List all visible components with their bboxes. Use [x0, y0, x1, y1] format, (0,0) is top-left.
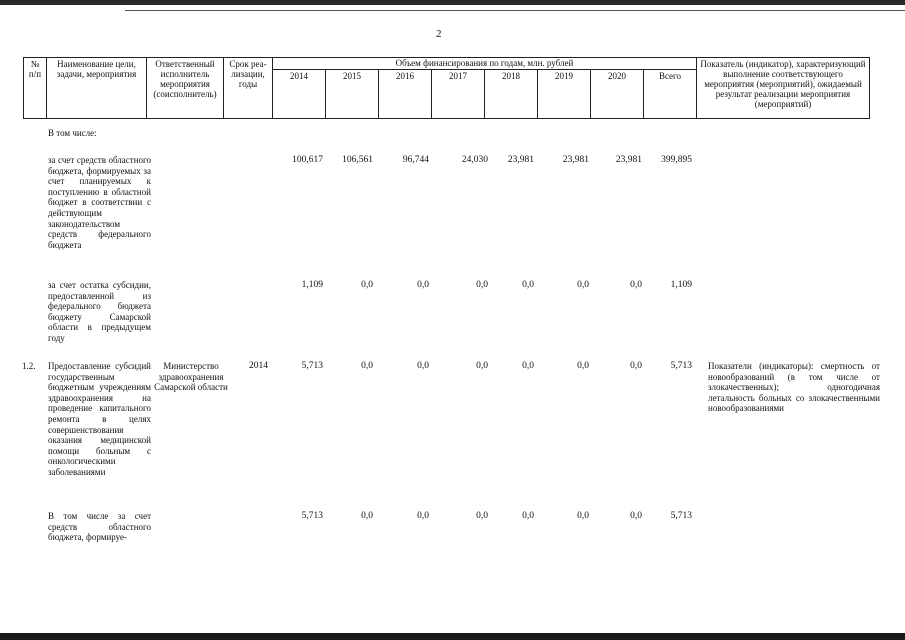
header-year: 2018 [485, 70, 538, 119]
row-value: 0,0 [476, 280, 488, 290]
row-value: 23,981 [615, 155, 642, 165]
row-name: за счет остатка субсидии, предоставленной из федерального бюджета бюджету Самарской области в предыдущем году [48, 280, 151, 343]
row-value: 100,617 [292, 155, 323, 165]
top-border-line [0, 0, 905, 5]
header-col-term: Срок реа-лизации, годы [224, 58, 273, 119]
row-number: 1.2. [22, 361, 36, 371]
row-indicator: Показатели (индикаторы): смертность от новообразований (в том числе от злокачественных); одногодичная летальность больных со злокачественными новообразованиями [708, 361, 880, 414]
row-value: 0,0 [522, 280, 534, 290]
row-responsible: Министерство здравоохранения Самарской области [154, 361, 228, 393]
row-subtitle: В том числе: [48, 128, 97, 138]
row-total: 5,713 [670, 511, 692, 521]
header-col-indicator: Показатель (индикатор), характеризующий выполнение соответствующего мероприятия (мероприятий), ожидаемый результат реализации мероприятия (мероприятий) [697, 58, 870, 119]
row-value: 0,0 [417, 280, 429, 290]
row-value: 0,0 [630, 361, 642, 371]
top-thin-line [125, 10, 905, 11]
row-value: 0,0 [522, 361, 534, 371]
bottom-border-line [0, 633, 905, 640]
row-value: 0,0 [630, 280, 642, 290]
row-value: 106,561 [342, 155, 373, 165]
row-value: 0,0 [361, 511, 373, 521]
row-value: 0,0 [361, 280, 373, 290]
table-header [23, 57, 870, 119]
row-total: 399,895 [661, 155, 692, 165]
header-year: 2020 [591, 70, 644, 119]
row-name: за счет средств областного бюджета, формируемых за счет планируемых к поступлению в областной бюджет в соответствии с действующим законодательством средств федерального бюджета [48, 155, 151, 250]
row-value: 0,0 [417, 361, 429, 371]
row-value: 0,0 [417, 511, 429, 521]
row-value: 1,109 [301, 280, 323, 290]
header-year: 2017 [432, 70, 485, 119]
row-value: 5,713 [301, 511, 323, 521]
row-value: 0,0 [577, 280, 589, 290]
row-value: 0,0 [476, 511, 488, 521]
row-value: 0,0 [361, 361, 373, 371]
row-total: 1,109 [670, 280, 692, 290]
header-year: 2019 [538, 70, 591, 119]
row-value: 23,981 [562, 155, 589, 165]
row-value: 23,981 [507, 155, 534, 165]
header-col-name: Наименование цели, задачи, мероприятия [47, 58, 147, 119]
header-col-funding: Объем финансирования по годам, млн. рублей [273, 58, 697, 70]
row-value: 24,030 [461, 155, 488, 165]
row-value: 0,0 [522, 511, 534, 521]
row-term: 2014 [249, 361, 268, 371]
header-year: 2016 [379, 70, 432, 119]
row-value: 0,0 [577, 511, 589, 521]
header-col-responsible: Ответственный исполнитель мероприятия (соисполнитель) [147, 58, 224, 119]
row-value: 5,713 [301, 361, 323, 371]
row-name: В том числе за счет средств областного бюджета, формируе- [48, 511, 151, 543]
row-value: 0,0 [577, 361, 589, 371]
row-value: 96,744 [402, 155, 429, 165]
header-col-no: № п/п [24, 58, 47, 119]
row-value: 0,0 [630, 511, 642, 521]
row-name: Предоставление субсидий государственным бюджетным учреждениям здравоохранения на проведение капитального ремонта в целях совершенствования оказания медицинской помощи больным с онкологическими заболеваниями [48, 361, 151, 477]
row-total: 5,713 [670, 361, 692, 371]
page-number: 2 [436, 28, 442, 40]
header-year: 2014 [273, 70, 326, 119]
row-value: 0,0 [476, 361, 488, 371]
header-year: 2015 [326, 70, 379, 119]
header-total: Всего [644, 70, 697, 119]
